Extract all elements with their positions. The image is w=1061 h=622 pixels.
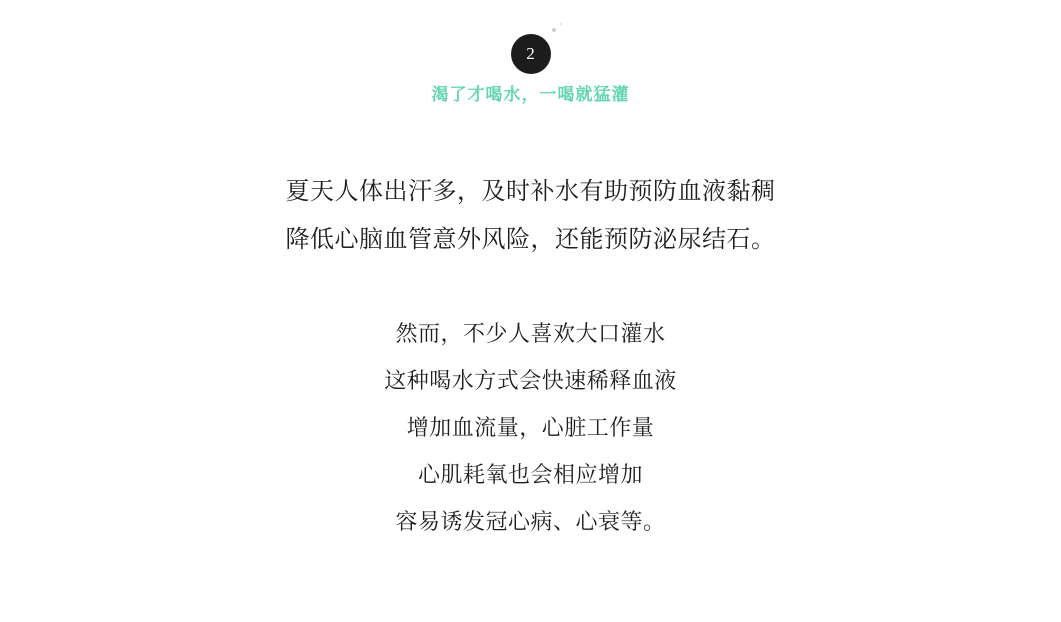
section-heading bbox=[0, 80, 1061, 105]
paragraph-one bbox=[0, 168, 1061, 264]
paragraph-line: 降低心脑血管意外风险，还能预防泌尿结石。 bbox=[285, 226, 776, 253]
section-heading-text: 渴了才喝水，一喝就猛灌 bbox=[431, 85, 630, 104]
section-number-badge-container bbox=[0, 34, 1061, 74]
paragraph-line: 容易诱发冠心病、心衰等。 bbox=[395, 509, 666, 534]
paragraph-line: 这种喝水方式会快速稀释血液 bbox=[384, 368, 677, 393]
paragraph-two bbox=[0, 310, 1061, 545]
paragraph-line: 然而，不少人喜欢大口灌水 bbox=[395, 321, 666, 346]
paragraph-line: 心肌耗氧也会相应增加 bbox=[417, 462, 643, 487]
sparkle-dot-small-icon bbox=[560, 23, 562, 25]
section-number-badge bbox=[511, 34, 551, 74]
paragraph-line: 夏天人体出汗多，及时补水有助预防血液黏稠 bbox=[285, 178, 776, 205]
section-number-label: 2 bbox=[526, 44, 535, 63]
paragraph-line: 增加血流量，心脏工作量 bbox=[406, 415, 655, 440]
sparkle-dot-icon bbox=[552, 28, 556, 32]
